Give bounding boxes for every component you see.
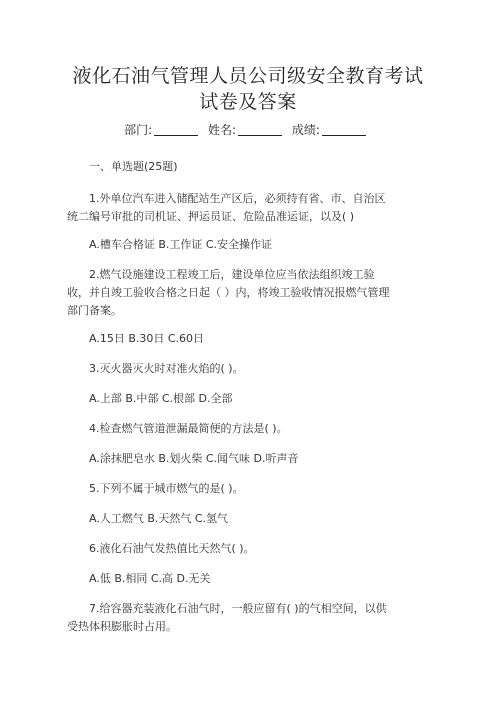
score-blank (322, 123, 366, 136)
department-label: 部门: (124, 123, 153, 137)
document-title-line-1: 液化石油气管理人员公司级安全教育考试 (72, 65, 424, 87)
question-3-line-1: 3.灭火器灭火时对准火焰的( )。 (89, 362, 244, 375)
question-2-options: A.15日 B.30日 C.60日 (89, 332, 205, 345)
question-5-line-1: 5.下列不属于城市燃气的是( )。 (89, 482, 244, 495)
question-2-line-1: 2.燃气设施建设工程竣工后，建设单位应当依法组织竣工验 (89, 268, 375, 281)
question-7-line-2: 受热体积膨胀时占用。 (67, 620, 177, 633)
question-1-line-2: 统二编号审批的司机证、押运员证、危险品准运证，以及( ) (67, 210, 355, 223)
question-6-line-1: 6.液化石油气发热值比天然气( )。 (89, 542, 255, 555)
question-7-line-1: 7.给容器充装液化石油气时，一般应留有( )的气相空间，以供 (89, 602, 387, 615)
question-6-options: A.低 B.相同 C.高 D.无关 (89, 572, 211, 585)
question-5-options: A.人工燃气 B.天然气 C.氢气 (89, 512, 229, 525)
question-2-line-2: 收，并自竣工验收合格之日起（ ）内，将竣工验收情况报燃气管理 (67, 286, 390, 299)
document-title-line-2: 试卷及答案 (199, 91, 297, 113)
info-fields (0, 121, 496, 138)
name-blank (238, 123, 282, 136)
question-1-line-1: 1.外单位汽车进入储配站生产区后，必须持有省、市、自治区 (89, 192, 386, 205)
question-2-line-3: 部门备案。 (67, 304, 122, 317)
question-1-options: A.槽车合格证 B.工作证 C.安全操作证 (89, 238, 273, 251)
department-blank (154, 123, 198, 136)
question-4-options: A.涂抹肥皂水 B.划火柴 C.闻气味 D.听声音 (89, 452, 299, 465)
section-heading: 一、单选题(25题) (89, 160, 178, 173)
question-3-options: A.上部 B.中部 C.根部 D.全部 (89, 392, 233, 405)
name-label: 姓名: (207, 123, 237, 137)
question-4-line-1: 4.检查燃气管道泄漏最简便的方法是( )。 (89, 422, 288, 435)
score-label: 成绩: (291, 123, 320, 137)
